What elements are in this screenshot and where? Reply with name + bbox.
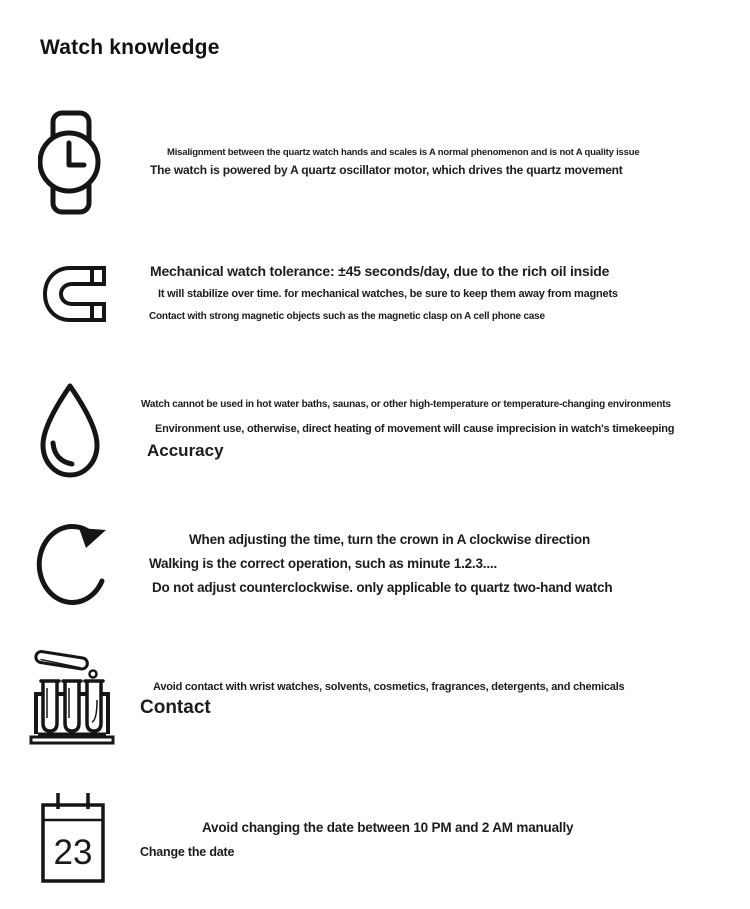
section-text-line: Misalignment between the quartz watch hands and scales is A normal phenomenon and is not A quality issue: [167, 147, 640, 158]
calendar-date-number: 23: [53, 833, 93, 872]
section-text-line: It will stabilize over time. for mechanical watches, be sure to keep them away from magnets: [158, 288, 618, 300]
magnet-icon: [42, 265, 106, 323]
section-text-line: When adjusting the time, turn the crown in A clockwise direction: [189, 532, 590, 547]
section-text-line: Contact with strong magnetic objects such as the magnetic clasp on A cell phone case: [149, 311, 545, 322]
section-text-line: Walking is the correct operation, such as minute 1.2.3....: [149, 556, 497, 571]
section-text-line: Environment use, otherwise, direct heating of movement will cause imprecision in watch's timekeeping: [155, 423, 675, 435]
wristwatch-icon: [38, 110, 104, 215]
section-text-line: Avoid changing the date between 10 PM and 2 AM manually: [202, 820, 574, 835]
section-text-line: Do not adjust counterclockwise. only applicable to quartz two-hand watch: [152, 580, 613, 595]
clockwise-arrow-icon: [34, 518, 110, 612]
water-drop-icon: [36, 382, 104, 480]
calendar-icon: [40, 792, 106, 884]
section-text-line: Change the date: [140, 845, 235, 859]
section-text-line: Mechanical watch tolerance: ±45 seconds/day, due to the rich oil inside: [150, 263, 610, 279]
section-heading-accuracy: Accuracy: [147, 441, 224, 460]
section-text-line: The watch is powered by A quartz oscillator motor, which drives the quartz movement: [150, 163, 623, 177]
section-text-line: Avoid contact with wrist watches, solvents, cosmetics, fragrances, detergents, and chemicals: [153, 681, 625, 693]
test-tubes-icon: [28, 642, 116, 746]
section-heading-contact: Contact: [140, 697, 211, 718]
section-text-line: Watch cannot be used in hot water baths, saunas, or other high-temperature or temperature-changing environments: [141, 399, 671, 410]
page-title: Watch knowledge: [40, 36, 220, 59]
